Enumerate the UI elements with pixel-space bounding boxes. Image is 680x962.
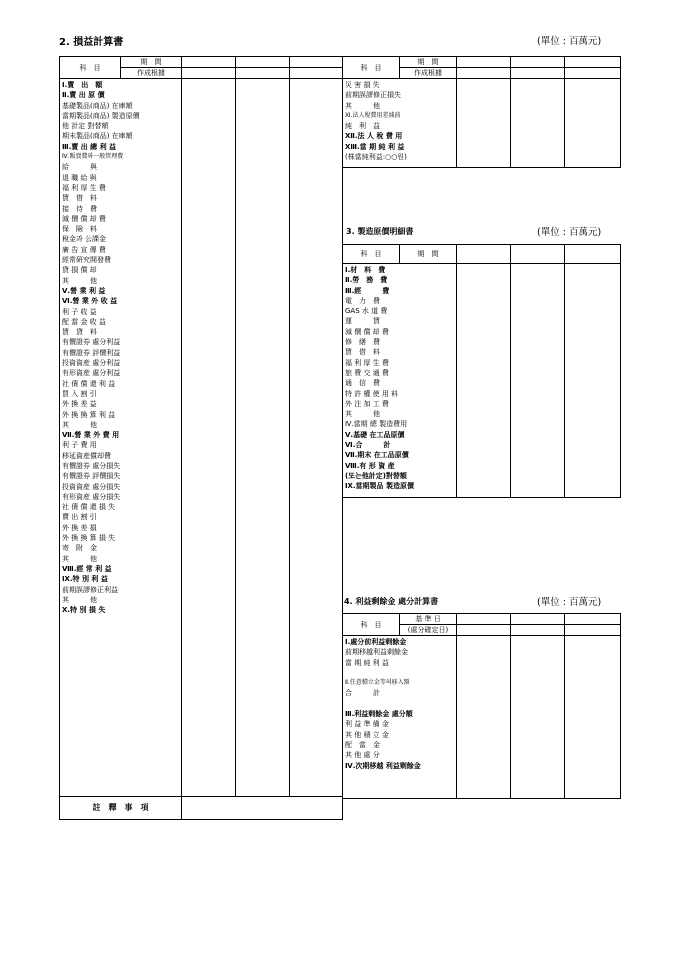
line-item: 有價證券 處分損失 — [62, 461, 121, 470]
income-statement-item-list — [60, 79, 182, 797]
line-item: 其 他 — [345, 101, 380, 110]
line-item: 有價證券 處分利益 — [62, 338, 121, 347]
line-item: 其 他 — [62, 595, 97, 604]
line-item: 福 利 厚 生 費 — [62, 183, 106, 192]
s2-right-basis-header: 作成根據 — [400, 68, 457, 79]
line-item: Ⅱ.賣 出 原 價 — [62, 91, 105, 100]
line-item: Ⅹ.特 別 損 失 — [62, 606, 106, 615]
line-item: 合 計 — [345, 689, 380, 698]
s2-right-subject-header: 科 目 — [343, 57, 400, 79]
line-item: Ⅱ.勞 務 費 — [345, 276, 388, 285]
line-item: Ⅳ.販賣費와一般管理費 — [62, 153, 124, 161]
line-item: Ⅲ.經 費 — [345, 286, 390, 295]
s3-period-header: 期 間 — [400, 245, 457, 264]
line-item: Ⅻ.法 人 稅 費 用 — [345, 132, 403, 141]
line-item: 特 許 權 使 用 料 — [345, 389, 399, 398]
line-item: 寄 附 金 — [62, 544, 97, 553]
line-item: 外 換 換 算 損 失 — [62, 534, 116, 543]
line-item: 其 他 積 立 金 — [345, 730, 389, 739]
line-item: 社 債 償 還 損 失 — [62, 503, 116, 512]
line-item: 接 待 費 — [62, 204, 97, 213]
line-item: 福 利 厚 生 費 — [345, 358, 389, 367]
s4-subject-header: 科 目 — [343, 614, 400, 636]
line-item: 有價證券 評價損失 — [62, 472, 121, 481]
line-item: Ⅴ.營 業 利 益 — [62, 286, 106, 295]
line-item — [345, 699, 454, 709]
s2-period-header: 期 間 — [121, 57, 182, 68]
line-item: 減 價 償 却 費 — [62, 214, 106, 223]
line-item: 移延資産償却費 — [62, 451, 111, 460]
line-item: 外 注 加 工 費 — [345, 399, 389, 408]
s2-basis-header: 作成根據 — [121, 68, 182, 79]
line-item: 賃 借 料 — [62, 194, 97, 203]
line-item: 賣 出 割 引 — [62, 513, 97, 522]
line-item: 稅金과 公課金 — [62, 235, 106, 244]
line-item: 利 益 準 備 金 — [345, 720, 389, 729]
notes-label: 註 釋 事 項 — [60, 797, 182, 820]
line-item: Ⅰ.賣 出 額 — [62, 81, 103, 89]
line-item: 其 他 — [62, 276, 97, 285]
line-item: Ⅸ.特 別 利 益 — [62, 575, 108, 584]
line-item: 修 繕 費 — [345, 338, 380, 347]
line-item: 廣 告 宣 傳 費 — [62, 245, 106, 254]
line-item: 前期移越利益剩餘金 — [345, 648, 408, 657]
line-item: 給 與 — [62, 163, 97, 172]
line-item: 賃 貸 料 — [62, 328, 97, 337]
section3-title: 3. 製造原價明細書 — [346, 227, 414, 236]
income-statement-continued-list — [343, 79, 457, 168]
line-item: Ⅸ.當期製品 製造原價 — [345, 482, 414, 491]
line-item: Ⅰ.材 料 費 — [345, 266, 386, 274]
s4-fixed-date-header: (處分確定日) — [400, 625, 457, 636]
s2-subject-header: 科 目 — [60, 57, 121, 79]
line-item: 其 他 — [345, 410, 380, 419]
s2-right-period-header: 期 間 — [400, 57, 457, 68]
line-item: 貸 損 償 却 — [62, 266, 97, 275]
line-item: 配 當 金 — [345, 740, 380, 749]
income-statement-left-table — [59, 56, 343, 820]
line-item: ⅩⅢ.當 期 純 利 益 — [345, 142, 405, 151]
line-item: Ⅳ.次期移越 利益剩餘金 — [345, 761, 421, 770]
section2-title: 2. 損益計算書 — [59, 37, 124, 48]
line-item: Ⅷ.有 形 資 産 — [345, 461, 395, 470]
line-item: 保 險 料 — [62, 225, 97, 234]
line-item: 買 入 割 引 — [62, 389, 97, 398]
line-item: Ⅱ.任意積立金等의移入額 — [345, 679, 410, 687]
line-item: 災 害 損 失 — [345, 81, 380, 89]
section2-unit: (單位 : 百萬元) — [537, 36, 602, 47]
line-item: 通 信 費 — [345, 379, 380, 388]
line-item: Ⅲ.利益剩餘金 處分額 — [345, 710, 413, 719]
line-item: 退 職 給 與 — [62, 173, 97, 182]
line-item — [345, 668, 454, 678]
line-item: 當 期 純 利 益 — [345, 658, 389, 667]
line-item: Ⅰ.處分前利益剩餘金 — [345, 638, 407, 646]
line-item: 其 他 — [62, 420, 97, 429]
line-item: 有形資産 處分損失 — [62, 492, 121, 501]
line-item: 前期誤謬修正損失 — [345, 91, 401, 100]
line-item: Ⅲ.賣 出 總 利 益 — [62, 142, 117, 151]
line-item: 基礎製品(商品) 在庫額 — [62, 101, 133, 110]
line-item: 賃 借 料 — [345, 348, 380, 357]
line-item: 前期誤謬修正利益 — [62, 585, 118, 594]
line-item: Ⅴ.基礎 在工品原價 — [345, 430, 405, 439]
line-item: 配 當 金 收 益 — [62, 317, 106, 326]
line-item: 純 利 益 — [345, 122, 380, 131]
line-item: 經常硏究開發費 — [62, 256, 111, 265]
manufacturing-cost-item-list — [343, 264, 457, 498]
line-item: 當期製品(商品) 製造原價 — [62, 111, 140, 120]
line-item: 有形資産 處分利益 — [62, 369, 121, 378]
line-item: GAS 水 道 費 — [345, 307, 388, 316]
line-item: 有價證券 評價利益 — [62, 348, 121, 357]
retained-earnings-table — [342, 613, 621, 799]
s4-base-date-header: 基 準 日 — [400, 614, 457, 625]
line-item: 旅 費 交 通 費 — [345, 368, 389, 377]
line-item: 減 價 償 却 費 — [345, 327, 389, 336]
line-item: Ⅺ.法人稅費用差減前 — [345, 111, 401, 119]
line-item: Ⅳ.當期 總 製造費用 — [345, 420, 408, 429]
line-item: 期末製品(商品) 在庫額 — [62, 132, 133, 141]
line-item: Ⅵ.合 計 — [345, 441, 391, 450]
line-item: Ⅶ.營 業 外 費 用 — [62, 431, 120, 440]
line-item: Ⅵ.營 業 外 收 益 — [62, 297, 118, 306]
line-item: 其 他 處 分 — [345, 751, 380, 760]
section4-title: 4. 利益剩餘金 處分計算書 — [344, 597, 439, 606]
line-item: 他 計定 對替額 — [62, 122, 109, 131]
line-item: Ⅶ.期末 在工品原價 — [345, 451, 409, 460]
line-item: 其 他 — [62, 554, 97, 563]
line-item: 外 換 換 算 利 益 — [62, 410, 116, 419]
retained-earnings-item-list — [343, 636, 457, 799]
income-statement-right-table — [342, 56, 621, 168]
line-item: 利 子 收 益 — [62, 307, 97, 316]
line-item: 利 子 費 用 — [62, 441, 97, 450]
section4-unit: (單位 : 百萬元) — [537, 597, 602, 608]
line-item: 社 債 償 還 利 益 — [62, 379, 116, 388]
line-item: (또는他計定)對替額 — [345, 471, 407, 480]
line-item: 外 換 差 損 — [62, 523, 97, 532]
line-item: (株當純利益:○○원) — [345, 153, 407, 162]
s3-subject-header: 科 目 — [343, 245, 400, 264]
manufacturing-cost-table — [342, 244, 621, 498]
line-item: 運 賃 — [345, 317, 380, 326]
line-item: Ⅷ.經 常 利 益 — [62, 564, 112, 573]
line-item: 外 換 差 益 — [62, 400, 97, 409]
line-item: 電 力 費 — [345, 296, 380, 305]
section3-unit: (單位 : 百萬元) — [537, 227, 602, 238]
line-item: 投資資産 處分利益 — [62, 359, 121, 368]
line-item: 投資資産 處分損失 — [62, 482, 121, 491]
